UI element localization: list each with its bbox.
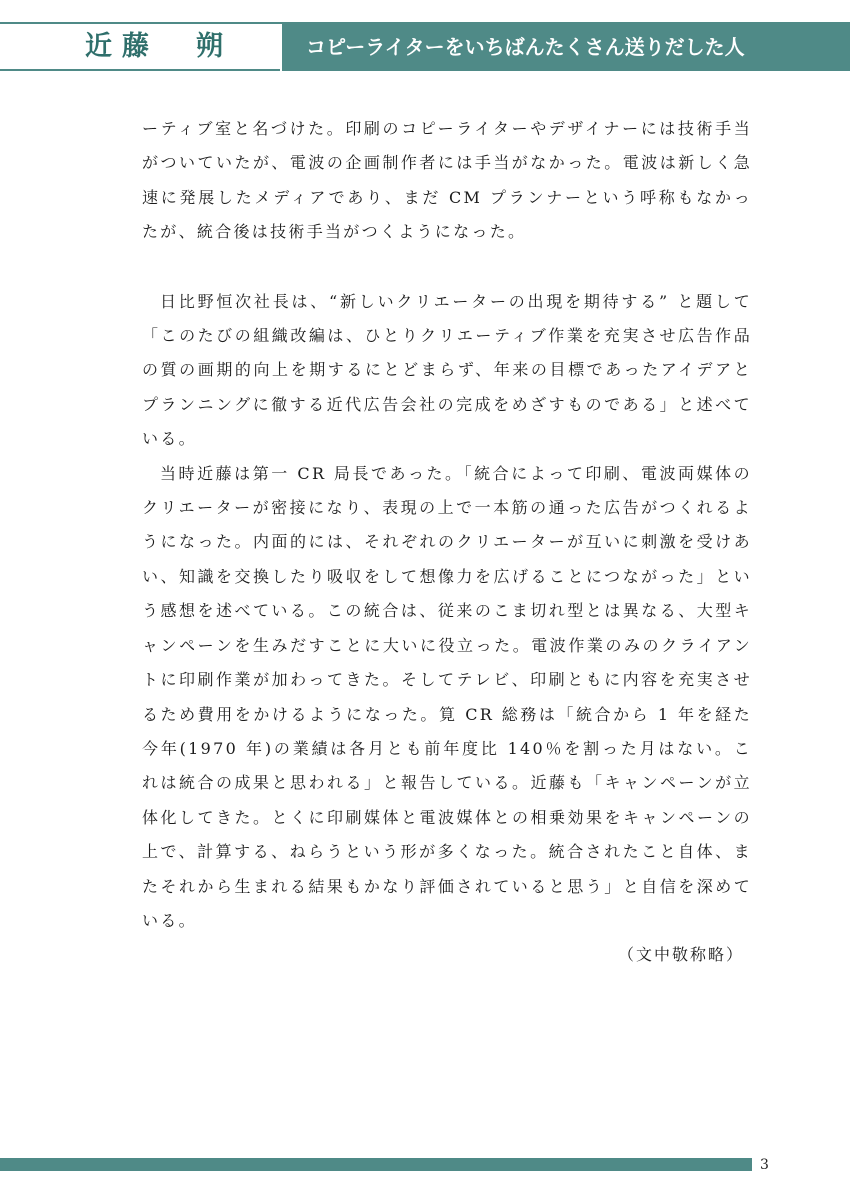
footer-bar xyxy=(0,1158,752,1171)
page-number: 3 xyxy=(760,1157,769,1173)
chapter-title: コピーライターをいちばんたくさん送りだした人 xyxy=(306,35,745,59)
paragraph-3: 当時近藤は第一 CR 局長であった。「統合によって印刷、電波両媒体のクリエーターが密接になり、表現の上で一本筋の通った広告がつくれるようになった。内面的には、それぞれのクリエーターが互いに刺激を受けあい、知識を交換したり吸収をして想像力を広げることにつながった」という感想を述べている。この統合は、従来のこま切れ型とは異なる、大型キャンペーンを生みだすことに大いに役立った。電波作業のみのクライアントに印刷作業が加わってきた。そしてテレビ、印刷ともに内容を充実させるため費用をかけるようになった。筧 CR 総務は「統合から 1 年を経た今年(1970 年)の業績は各月とも前年度比 140％を割った月はない。これは統合の成果と思われる」と報告している。近藤も「キャンペーンが立体化してきた。とくに印刷媒体と電波媒体との相乗効果をキャンペーンの上で、計算する、ねらうという形が多くなった。統合されたこと自体、またそれから生まれる結果もかなり評価されていると思う」と自信を深めている。 xyxy=(142,463,752,930)
page-header xyxy=(0,22,850,72)
author-name: 近藤 朔 xyxy=(85,31,233,62)
body-text xyxy=(142,112,752,973)
paragraph-2: 日比野恒次社長は、“新しいクリエーターの出現を期待する” と題して「このたびの組織改編は、ひとりクリエーティブ作業を充実させ広告作品の質の画期的向上を期するにとどまらず、年来の目標であったアイデアとプランニングに徹する近代広告会社の完成をめざすものである」と述べている。 xyxy=(142,291,752,449)
honorifics-note: （文中敬称略） xyxy=(617,945,744,965)
paragraph-spacer xyxy=(142,250,752,285)
header-title-panel xyxy=(282,24,850,71)
paragraph-1: ーティブ室と名づけた。印刷のコピーライターやデザイナーには技術手当がついていたが、電波の企画制作者には手当がなかった。電波は新しく急速に発展したメディアであり、まだ CM プランナーという呼称もなかったが、統合後は技術手当がつくようになった。 xyxy=(142,119,752,242)
header-name-panel xyxy=(0,24,280,71)
